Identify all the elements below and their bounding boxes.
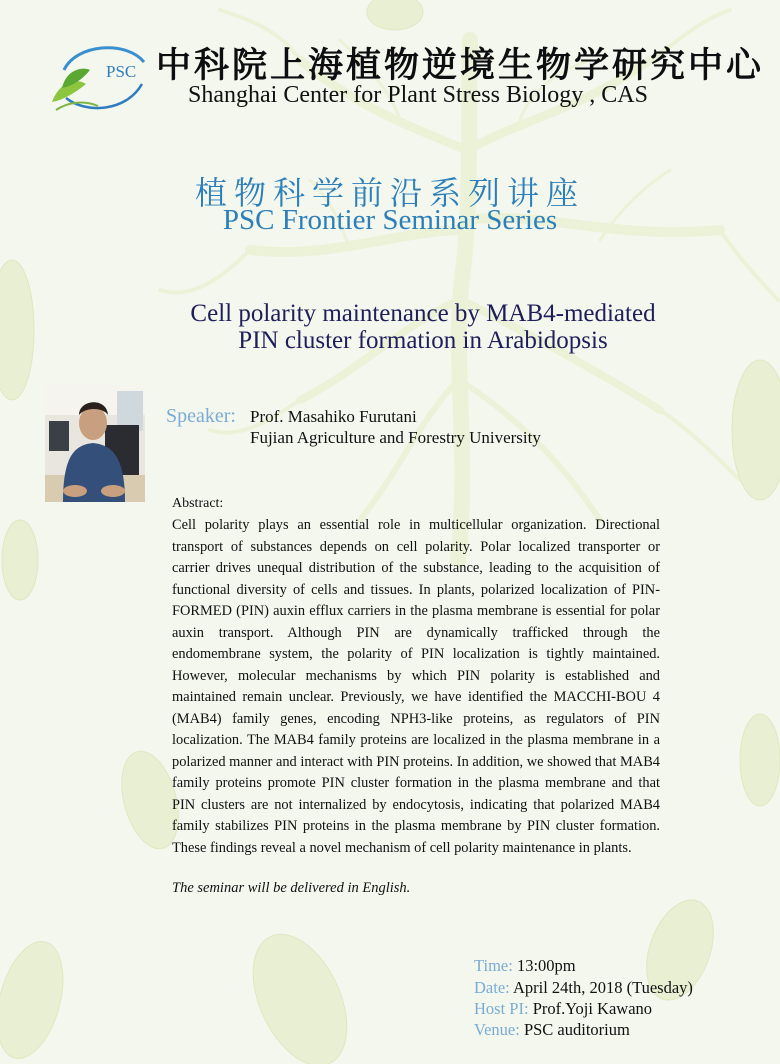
talk-title xyxy=(0,300,780,354)
venue-label: Venue: xyxy=(474,1020,520,1039)
series-title-en: PSC Frontier Seminar Series xyxy=(222,204,558,236)
center-name-cn: 中科院上海植物逆境生物学研究中心 xyxy=(156,46,765,86)
abstract-heading: Abstract: xyxy=(172,496,224,511)
venue-row xyxy=(474,1020,630,1040)
speaker-affiliation: Fujian Agriculture and Forestry University xyxy=(250,428,541,447)
date-label: Date: xyxy=(474,978,510,997)
language-note: The seminar will be delivered in English. xyxy=(172,880,411,896)
center-name-en: Shanghai Center for Plant Stress Biology , CAS xyxy=(188,82,648,108)
speaker-photo xyxy=(45,385,145,502)
abstract-text: Cell polarity plays an essential role in multicellular organization. Directional transport of substances depends on cell polarity. Polar localized transporter or carrier drives unequal distribution of the substance, leading to the acquisition of functional diversity of cells and tissues. In plants, polarized localization of PIN-FORMED (PIN) auxin efflux carriers in the plasma membrane is essential for polar auxin transport. Although PIN are dynamically trafficked through the endomembrane system, the polarity of PIN localization is tightly maintained. However, molecular mechanisms by which PIN polarity is established and maintained remain unclear. Previously, we have identified the MACCHI-BOU 4 (MAB4) family genes, encoding NPH3-like proteins, as regulators of PIN localization. The MAB4 family proteins are localized in the plasma membrane in a polarized manner and interact with PIN proteins. In addition, we showed that MAB4 family proteins promote PIN cluster formation in the plasma membrane and that PIN clusters are not internalized by endocytosis, indicating that polarized MAB4 family stabilizes PIN proteins in the plasma membrane by PIN cluster formation. These findings reveal a novel mechanism of cell polarity maintenance in plants. xyxy=(172,517,660,856)
host-label: Host PI: xyxy=(474,999,529,1018)
time-row xyxy=(474,956,576,976)
speaker-label: Speaker: xyxy=(166,405,236,427)
date-value: April 24th, 2018 (Tuesday) xyxy=(512,978,693,997)
speaker-name: Prof. Masahiko Furutani xyxy=(250,407,417,426)
time-label: Time: xyxy=(474,956,513,975)
talk-title-line-2: PIN cluster formation in Arabidopsis xyxy=(238,327,608,354)
psc-logo xyxy=(46,40,150,118)
date-row xyxy=(474,978,693,998)
series-title-cn: 植物科学前沿系列讲座 xyxy=(194,174,585,212)
talk-title-line-1: Cell polarity maintenance by MAB4-mediated xyxy=(190,300,656,327)
host-value: Prof.Yoji Kawano xyxy=(532,999,653,1018)
time-value: 13:00pm xyxy=(516,956,576,975)
logo-text: PSC xyxy=(106,62,137,81)
venue-value: PSC auditorium xyxy=(523,1020,630,1039)
host-row xyxy=(474,999,652,1019)
